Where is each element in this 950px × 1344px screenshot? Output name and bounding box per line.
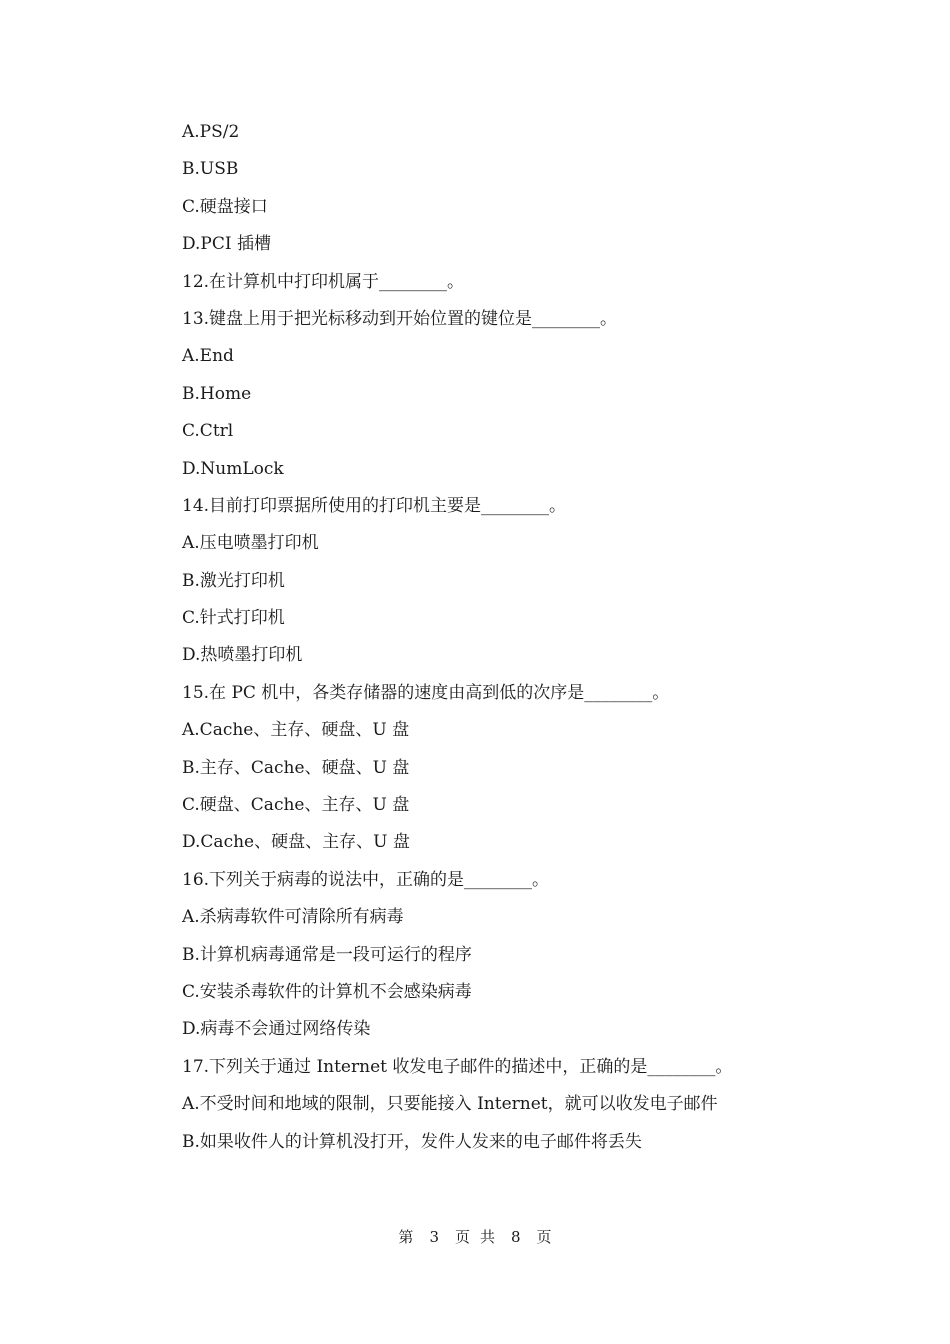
footer-prefix: 第 xyxy=(398,1228,414,1246)
option-line: A.杀病毒软件可清除所有病毒 xyxy=(182,907,404,928)
footer-middle: 页共 xyxy=(454,1228,505,1246)
option-line: D.NumLock xyxy=(182,458,284,479)
option-line: C.针式打印机 xyxy=(182,608,285,629)
option-line: B.Home xyxy=(182,383,252,404)
option-line: D.PCI 插槽 xyxy=(182,234,271,255)
option-line: C.安装杀毒软件的计算机不会感染病毒 xyxy=(182,981,472,1002)
option-line: A.压电喷墨打印机 xyxy=(182,533,319,554)
option-line: D.Cache、硬盘、主存、U 盘 xyxy=(182,832,410,853)
option-line: B.主存、Cache、硬盘、U 盘 xyxy=(182,757,410,778)
footer-suffix: 页 xyxy=(536,1228,552,1246)
question-15: 15.在 PC 机中，各类存储器的速度由高到低的次序是________。 xyxy=(182,682,670,703)
option-line: B.激光打印机 xyxy=(182,570,285,591)
question-13: 13.键盘上用于把光标移动到开始位置的键位是________。 xyxy=(182,308,618,329)
option-line: C.硬盘接口 xyxy=(182,196,268,217)
option-line: A.不受时间和地域的限制，只要能接入 Internet，就可以收发电子邮件 xyxy=(182,1094,718,1115)
question-16: 16.下列关于病毒的说法中，正确的是________。 xyxy=(182,869,550,890)
option-line: B.如果收件人的计算机没打开，发件人发来的电子邮件将丢失 xyxy=(182,1131,642,1152)
question-17: 17.下列关于通过 Internet 收发电子邮件的描述中，正确的是________。 xyxy=(182,1056,733,1077)
question-content xyxy=(182,119,822,1166)
question-12: 12.在计算机中打印机属于________。 xyxy=(182,271,465,292)
option-line: B.计算机病毒通常是一段可运行的程序 xyxy=(182,944,472,965)
question-14: 14.目前打印票据所使用的打印机主要是________。 xyxy=(182,495,567,516)
page-footer xyxy=(0,1226,950,1247)
option-line: D.病毒不会通过网络传染 xyxy=(182,1019,371,1040)
option-line: A.End xyxy=(182,346,234,367)
option-line: C.硬盘、Cache、主存、U 盘 xyxy=(182,795,410,816)
option-line: A.PS/2 xyxy=(182,122,240,142)
option-line: C.Ctrl xyxy=(182,421,234,442)
footer-current-page: 3 xyxy=(429,1228,439,1246)
option-line: B.USB xyxy=(182,159,239,180)
footer-total-pages: 8 xyxy=(511,1228,521,1246)
option-line: A.Cache、主存、硬盘、U 盘 xyxy=(182,720,410,741)
option-line: D.热喷墨打印机 xyxy=(182,645,303,666)
